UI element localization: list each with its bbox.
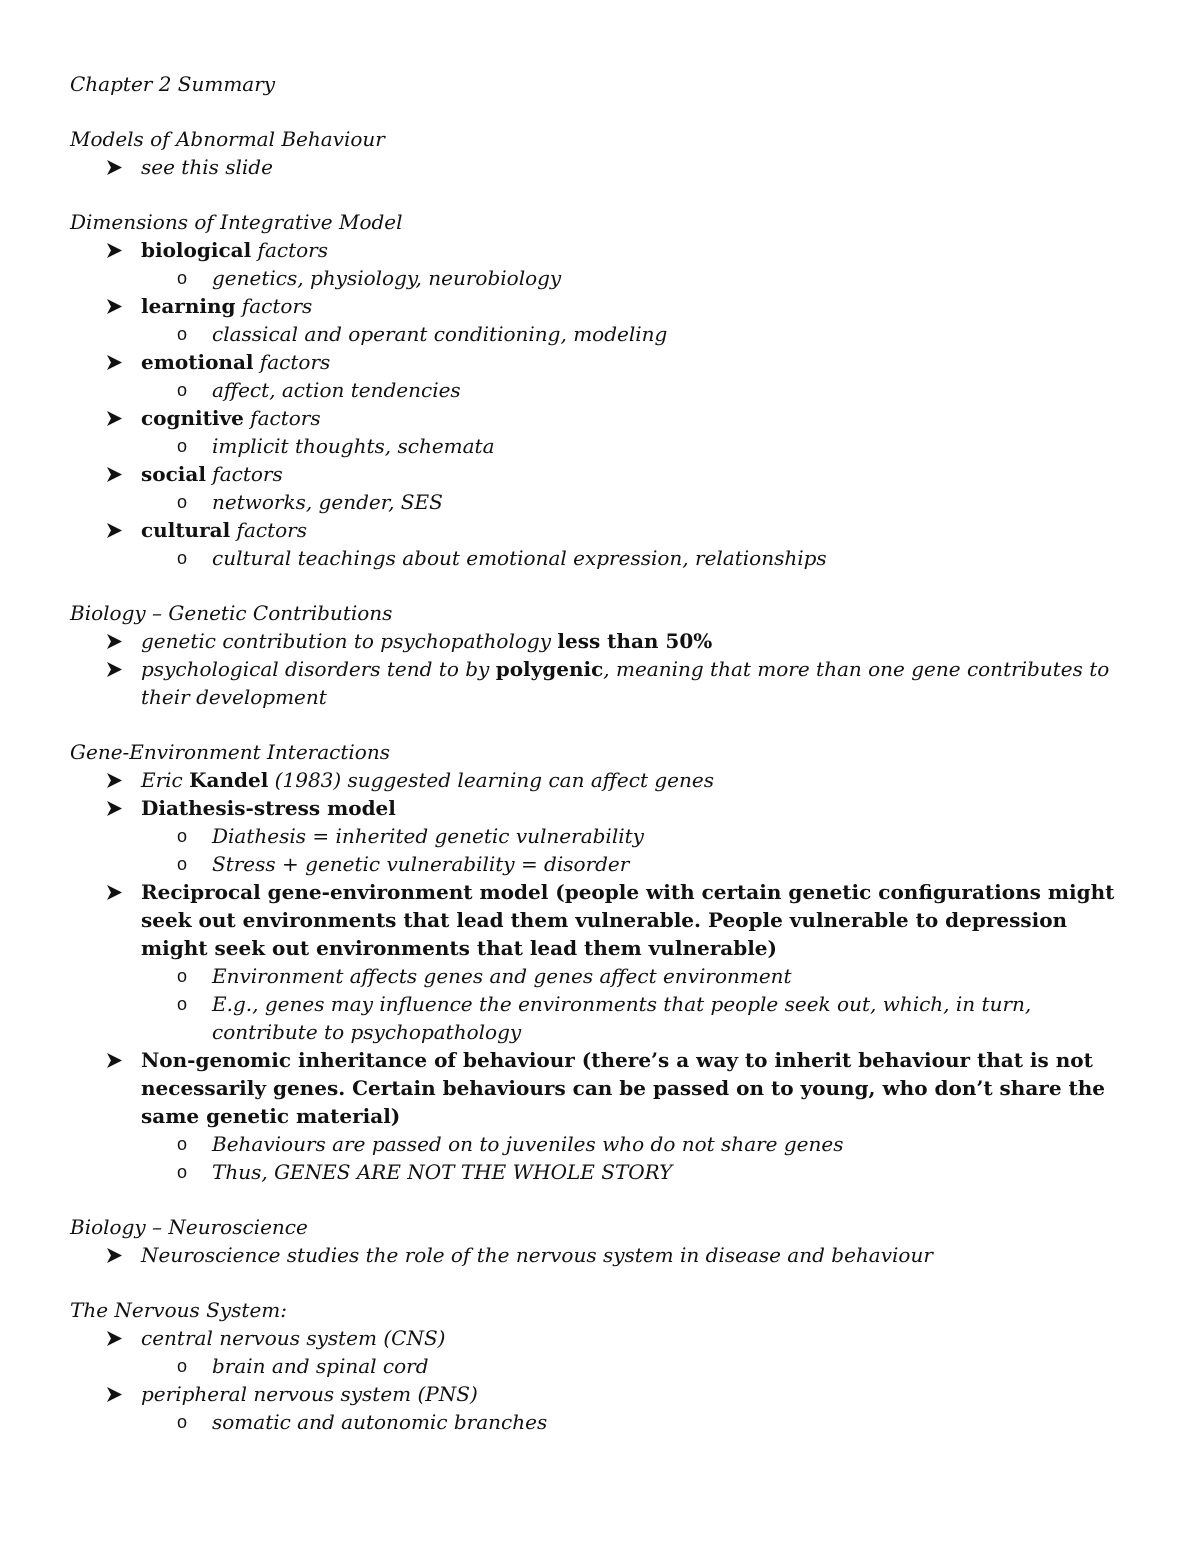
arrowhead-bullet-icon [106,355,122,370]
circle-bullet-icon: o [177,966,188,986]
list-item: emotional factors [70,348,1140,376]
list-item: peripheral nervous system (PNS) [70,1380,1140,1408]
sub-list-item: o Diathesis = inherited genetic vulnerability [177,824,644,848]
list-item: cognitive factors [70,404,1140,432]
sub-list-item: o Environment affects genes and genes affect environment [177,964,792,988]
sub-list-item: o implicit thoughts, schemata [177,434,495,458]
list-item: Non-genomic inheritance of behaviour (there’s a way to inherit behaviour that is not necessarily genes. Certain behaviours can be passed on to young, who don’t share the same genetic material) [70,1046,1140,1130]
list-item: cultural factors [70,516,1140,544]
section-heading-gene-environment: Gene-Environment Interactions [70,740,390,764]
list-item: psychological disorders tend to by polygenic, meaning that more than one gene contributes to their development [70,655,1140,711]
sub-list-item: o affect, action tendencies [177,378,461,402]
arrowhead-bullet-icon [106,885,122,900]
section-heading-dimensions: Dimensions of Integrative Model [70,210,403,234]
list-item: social factors [70,460,1140,488]
arrowhead-bullet-icon [106,1331,122,1346]
arrowhead-bullet-icon [106,801,122,816]
circle-bullet-icon: o [177,324,188,344]
circle-bullet-icon: o [177,436,188,456]
arrowhead-bullet-icon [106,411,122,426]
circle-bullet-icon: o [177,994,188,1014]
circle-bullet-icon: o [177,548,188,568]
sub-list-item: o classical and operant conditioning, modeling [177,322,668,346]
arrowhead-bullet-icon [106,1387,122,1402]
list-item: biological factors [70,236,1140,264]
sub-list-item: o brain and spinal cord [177,1354,429,1378]
arrowhead-bullet-icon [106,662,122,677]
arrowhead-bullet-icon [106,1053,122,1068]
arrowhead-bullet-icon [106,773,122,788]
arrowhead-bullet-icon [106,467,122,482]
sub-list-item: o E.g., genes may influence the environments that people seek out, which, in turn, contribute to psychopathology [177,992,1032,1044]
section-heading-nervous-system: The Nervous System: [70,1298,287,1322]
section-heading-models: Models of Abnormal Behaviour [70,127,385,151]
arrowhead-bullet-icon [106,160,122,175]
arrowhead-bullet-icon [106,1248,122,1263]
sub-list-item: o cultural teachings about emotional expression, relationships [177,546,827,570]
circle-bullet-icon: o [177,268,188,288]
document-page [70,70,1140,1436]
circle-bullet-icon: o [177,1162,188,1182]
arrowhead-bullet-icon [106,243,122,258]
list-item: central nervous system (CNS) [70,1324,1140,1352]
circle-bullet-icon: o [177,1356,188,1376]
list-item: Neuroscience studies the role of the nervous system in disease and behaviour [70,1241,1140,1269]
circle-bullet-icon: o [177,1134,188,1154]
arrowhead-bullet-icon [106,634,122,649]
arrowhead-bullet-icon [106,299,122,314]
sub-list-item: o somatic and autonomic branches [177,1410,548,1434]
list-item: learning factors [70,292,1140,320]
list-item: Diathesis-stress model [70,794,1140,822]
section-heading-neuroscience: Biology – Neuroscience [70,1215,308,1239]
circle-bullet-icon: o [177,826,188,846]
page-title: Chapter 2 Summary [70,72,276,96]
sub-list-item: o Behaviours are passed on to juveniles who do not share genes [177,1132,844,1156]
list-item: genetic contribution to psychopathology less than 50% [70,627,1140,655]
sub-list-item: o Thus, GENES ARE NOT THE WHOLE STORY [177,1160,673,1184]
list-item: see this slide [70,153,1140,181]
list-item: Reciprocal gene-environment model (people with certain genetic configurations might seek out environments that lead them vulnerable. People vulnerable to depression might seek out environments that lead them vulnerable) [70,878,1140,962]
arrowhead-bullet-icon [106,523,122,538]
sub-list-item: o networks, gender, SES [177,490,443,514]
sub-list-item: o Stress + genetic vulnerability = disorder [177,852,630,876]
circle-bullet-icon: o [177,380,188,400]
circle-bullet-icon: o [177,854,188,874]
sub-list-item: o genetics, physiology, neurobiology [177,266,562,290]
circle-bullet-icon: o [177,1412,188,1432]
circle-bullet-icon: o [177,492,188,512]
section-heading-genetic: Biology – Genetic Contributions [70,601,393,625]
list-item: Eric Kandel (1983) suggested learning can affect genes [70,766,1140,794]
